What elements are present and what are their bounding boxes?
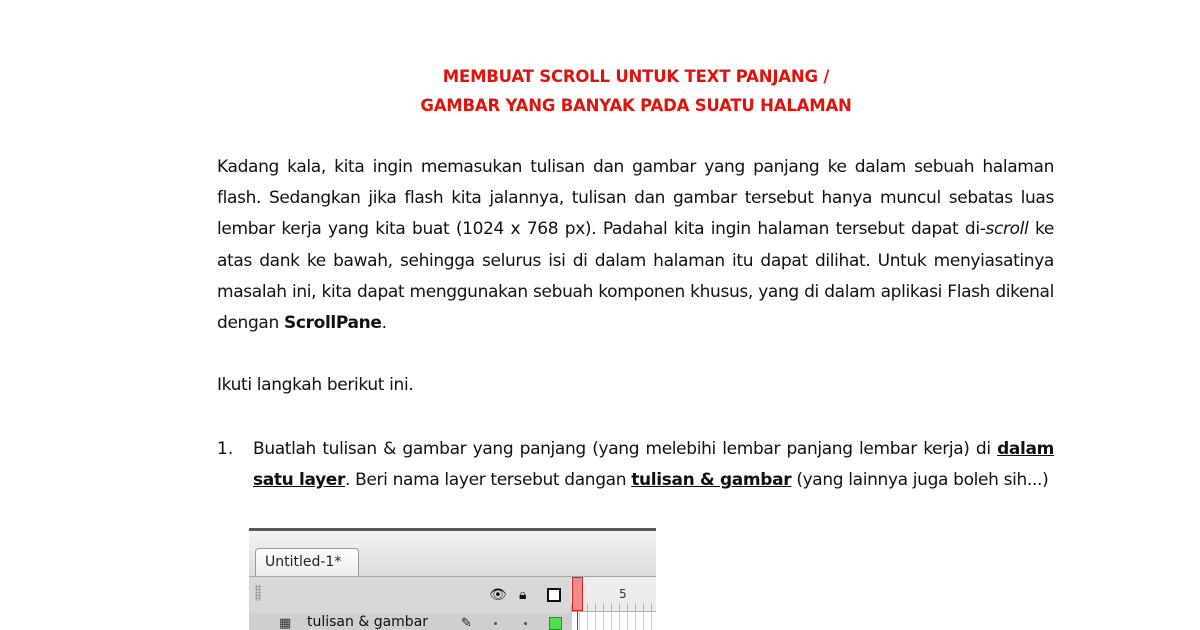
flash-timeline-screenshot	[249, 528, 656, 630]
eye-icon[interactable]: 👁︎	[489, 587, 507, 603]
list-item-1-part3: (yang lainnya juga boleh sih...)	[791, 470, 1049, 491]
lock-icon[interactable]: 🔒︎	[519, 587, 527, 603]
paragraph-intro	[217, 152, 1054, 339]
bold-scrollpane: ScrollPane	[283, 313, 382, 334]
frame-label-5: 5	[619, 587, 627, 601]
visibility-dot[interactable]	[494, 622, 497, 625]
paragraph-intro-part3: .	[381, 313, 387, 334]
italic-scroll: scroll	[985, 219, 1029, 240]
list-number-1: 1.	[217, 439, 234, 459]
paragraph-steps-intro: Ikuti langkah berikut ini.	[217, 375, 414, 395]
frame-ruler[interactable]	[571, 577, 656, 612]
title-line-2: GAMBAR YANG BANYAK PADA SUATU HALAMAN	[420, 96, 852, 115]
timeline-panel	[249, 576, 656, 630]
playhead[interactable]	[572, 577, 583, 611]
underline-dalam-satu-layer: dalam satu layer	[253, 439, 1054, 491]
list-item-1-part1: Buatlah tulisan & gambar yang panjang (yang melebihi lembar panjang lembar kerja) di	[253, 439, 998, 459]
document-tab-bar	[249, 531, 656, 576]
paragraph-intro-part1: Kadang kala, kita ingin memasukan tulisan dan gambar yang panjang ke dalam sebuah halaman flash. Sedangkan jika flash kita jalannya, tulisan dan gambar tersebut hanya muncul sebatas luas lembar kerja yang kita buat (1024 x 768 px). Padahal kita ingin halaman tersebut dapat di-	[217, 157, 1054, 240]
layer-name[interactable]: tulisan & gambar	[307, 614, 429, 630]
list-item-1	[253, 434, 1054, 496]
underline-tulisan-gambar: tulisan & gambar	[631, 470, 792, 491]
layer-row[interactable]	[249, 613, 571, 630]
pencil-icon: ✎	[461, 615, 472, 630]
panel-grip-icon[interactable]	[255, 585, 261, 601]
layer-color-box[interactable]	[549, 617, 562, 630]
layer-icon: ▦	[279, 616, 292, 630]
document-tab[interactable]: Untitled-1*	[255, 548, 359, 576]
paragraph-intro-part2: ke atas dank ke bawah, sehingga selurus isi di dalam halaman itu dapat dilihat. Untuk menyiasatinya masalah ini, kita dapat menggunakan sebuah komponen khusus, yang di dalam aplikasi Flash dikenal dengan	[217, 219, 1054, 334]
frames-area[interactable]	[571, 577, 656, 630]
list-item-1-part2: . Beri nama layer tersebut dangan	[345, 470, 632, 491]
playhead-line	[577, 611, 578, 630]
lock-dot[interactable]	[524, 622, 527, 625]
outline-icon[interactable]	[547, 588, 561, 602]
title-line-1: MEMBUAT SCROLL UNTUK TEXT PANJANG /	[442, 67, 830, 86]
